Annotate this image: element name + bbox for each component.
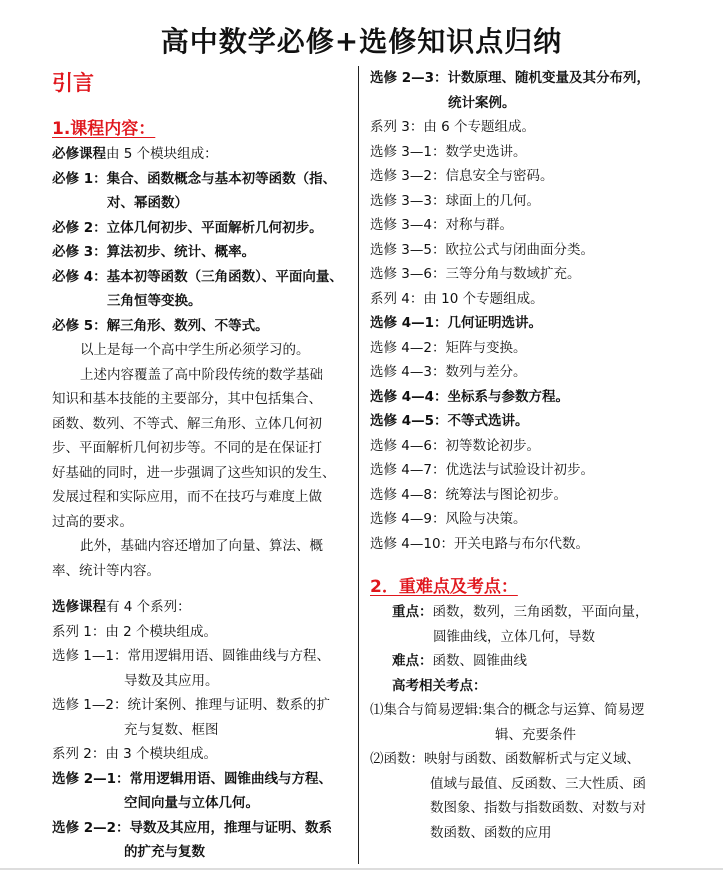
series-4-item: 选修 4—6：初等数论初步。 [370, 437, 540, 454]
elective-2-2-cont: 的扩充与复数 [124, 844, 205, 860]
elective-1-1-cont: 导数及其应用。 [124, 672, 219, 689]
required-item-5 [52, 314, 352, 339]
paragraph-2-line: 好基础的同时，进一步强调了这些知识的发生、 [52, 464, 336, 481]
elective-2-2: 选修 2—2：导数及其应用，推理与证明、数系 [52, 819, 332, 836]
series-3-item: 选修 3—3：球面上的几何。 [370, 192, 540, 209]
series-1: 系列 1：由 2 个模块组成。 [52, 623, 218, 640]
paragraph-2-line: 知识和基本技能的主要部分，其中包括集合、 [52, 391, 322, 407]
difficult-label: 难点： [392, 653, 433, 669]
paragraph-3-line: 此外，基础内容还增加了向量、算法、概 [80, 538, 323, 554]
key-text: 函数，数列，三角函数，平面向量， [432, 604, 649, 620]
section2-heading: 2．重难点及考点： [370, 577, 518, 597]
exam-point-2: ⑵函数：映射与函数、函数解析式与定义域、 [370, 751, 640, 767]
required-label: 必修 5： [52, 317, 107, 334]
page-title: 高中数学必修+选修知识点归纳 [160, 25, 563, 58]
elective-1-2-cont: 充与复数、框图 [124, 721, 219, 738]
elective-2-1: 选修 2—1：常用逻辑用语、圆锥曲线与方程、 [52, 770, 332, 787]
required-item-4-cont: 三角恒等变换。 [107, 293, 202, 309]
series-4-item: 选修 4—10：开关电路与布尔代数。 [370, 535, 590, 552]
paragraph-1: 以上是每一个高中学生所必须学习的。 [80, 342, 310, 358]
required-label: 必修 3： [52, 244, 107, 260]
required-item-3 [52, 240, 352, 265]
series-3-item: 选修 3—6：三等分角与数域扩充。 [370, 266, 581, 282]
series-3-item: 选修 3—4：对称与群。 [370, 217, 513, 233]
key-label: 重点： [392, 604, 433, 620]
column-divider [358, 66, 359, 864]
required-text: 立体几何初步、平面解析几何初步。 [106, 219, 323, 236]
exam-points-label: 高考相关考点： [392, 677, 487, 694]
paragraph-2-line: 过高的要求。 [52, 513, 133, 530]
elective-1-2: 选修 1—2：统计案例、推理与证明、数系的扩 [52, 697, 330, 713]
series-4-item: 选修 4—4：坐标系与参数方程。 [370, 388, 569, 405]
series-2: 系列 2：由 3 个模块组成。 [52, 746, 218, 762]
difficult-text: 函数、圆锥曲线 [432, 653, 527, 669]
series-4: 系列 4：由 10 个专题组成。 [370, 290, 544, 307]
series-4-item: 选修 4—8：统筹法与图论初步。 [370, 486, 567, 503]
series-4-item: 选修 4—1：几何证明选讲。 [370, 315, 542, 331]
elective-2-1-cont: 空间向量与立体几何。 [124, 795, 259, 811]
key-points [370, 600, 700, 625]
required-label: 必修 2： [52, 219, 107, 236]
elective-2-3: 选修 2—3：计数原理、随机变量及其分布列， [370, 70, 650, 86]
exam-point-1-cont: 辑、充要条件 [495, 726, 576, 743]
required-intro-rest: 由 5 个模块组成： [106, 146, 218, 162]
required-term: 必修课程 [52, 146, 106, 162]
difficult-points [370, 649, 700, 674]
exam-point-2-cont: 数函数、函数的应用 [430, 824, 552, 841]
required-label: 必修 4： [52, 268, 107, 285]
required-item-1 [52, 167, 352, 192]
right-column [370, 66, 700, 845]
series-4-item: 选修 4—9：风险与决策。 [370, 511, 527, 527]
required-text: 算法初步、统计、概率。 [106, 244, 256, 260]
paragraph-2-line: 函数、数列、不等式、解三角形、立体几何初 [52, 415, 322, 432]
required-text: 基本初等函数（三角函数）、平面向量、 [106, 268, 343, 285]
series-3: 系列 3：由 6 个专题组成。 [370, 119, 536, 135]
series-4-item: 选修 4—2：矩阵与变换。 [370, 339, 527, 356]
series-4-item: 选修 4—7：优选法与试验设计初步。 [370, 462, 594, 478]
paragraph-3-line: 率、统计等内容。 [52, 562, 160, 579]
paragraph-2-line: 发展过程和实际应用，而不在技巧与难度上做 [52, 489, 322, 505]
bottom-rule [0, 868, 723, 870]
elective-term: 选修课程 [52, 599, 106, 615]
section1-heading: 1.课程内容： [52, 119, 156, 139]
series-4-item: 选修 4—3：数列与差分。 [370, 364, 527, 380]
exam-point-2-cont: 值域与最值、反函数、三大性质、函 [430, 775, 646, 792]
required-item-2 [52, 216, 352, 241]
exam-point-1: ⑴集合与简易逻辑:集合的概念与运算、简易逻 [370, 702, 645, 718]
intro-heading: 引言 [52, 71, 94, 95]
elective-1-1: 选修 1—1：常用逻辑用语、圆锥曲线与方程、 [52, 648, 330, 664]
series-3-item: 选修 3—1：数学史选讲。 [370, 143, 527, 160]
paragraph-2-line: 上述内容覆盖了高中阶段传统的数学基础 [80, 366, 323, 383]
required-text: 集合、函数概念与基本初等函数（指、 [106, 170, 337, 187]
required-text: 解三角形、数列、不等式。 [106, 317, 269, 334]
required-label: 必修 1： [52, 170, 107, 187]
required-item-1-cont: 对、幂函数） [107, 195, 188, 211]
exam-point-2-cont: 数图象、指数与指数函数、对数与对 [430, 800, 646, 816]
elective-intro-rest: 有 4 个系列： [106, 599, 191, 615]
elective-2-3-cont: 统计案例。 [448, 94, 516, 111]
left-column [52, 66, 352, 865]
paragraph-2-line: 步、平面解析几何初步等。不同的是在保证打 [52, 440, 322, 456]
required-intro [52, 142, 352, 167]
elective-intro [52, 595, 352, 620]
required-item-4 [52, 265, 352, 290]
series-3-item: 选修 3—2：信息安全与密码。 [370, 168, 554, 184]
series-3-item: 选修 3—5：欧拉公式与闭曲面分类。 [370, 241, 594, 258]
series-4-item: 选修 4—5：不等式选讲。 [370, 413, 529, 429]
key-points-cont: 圆锥曲线，立体几何，导数 [433, 628, 595, 645]
